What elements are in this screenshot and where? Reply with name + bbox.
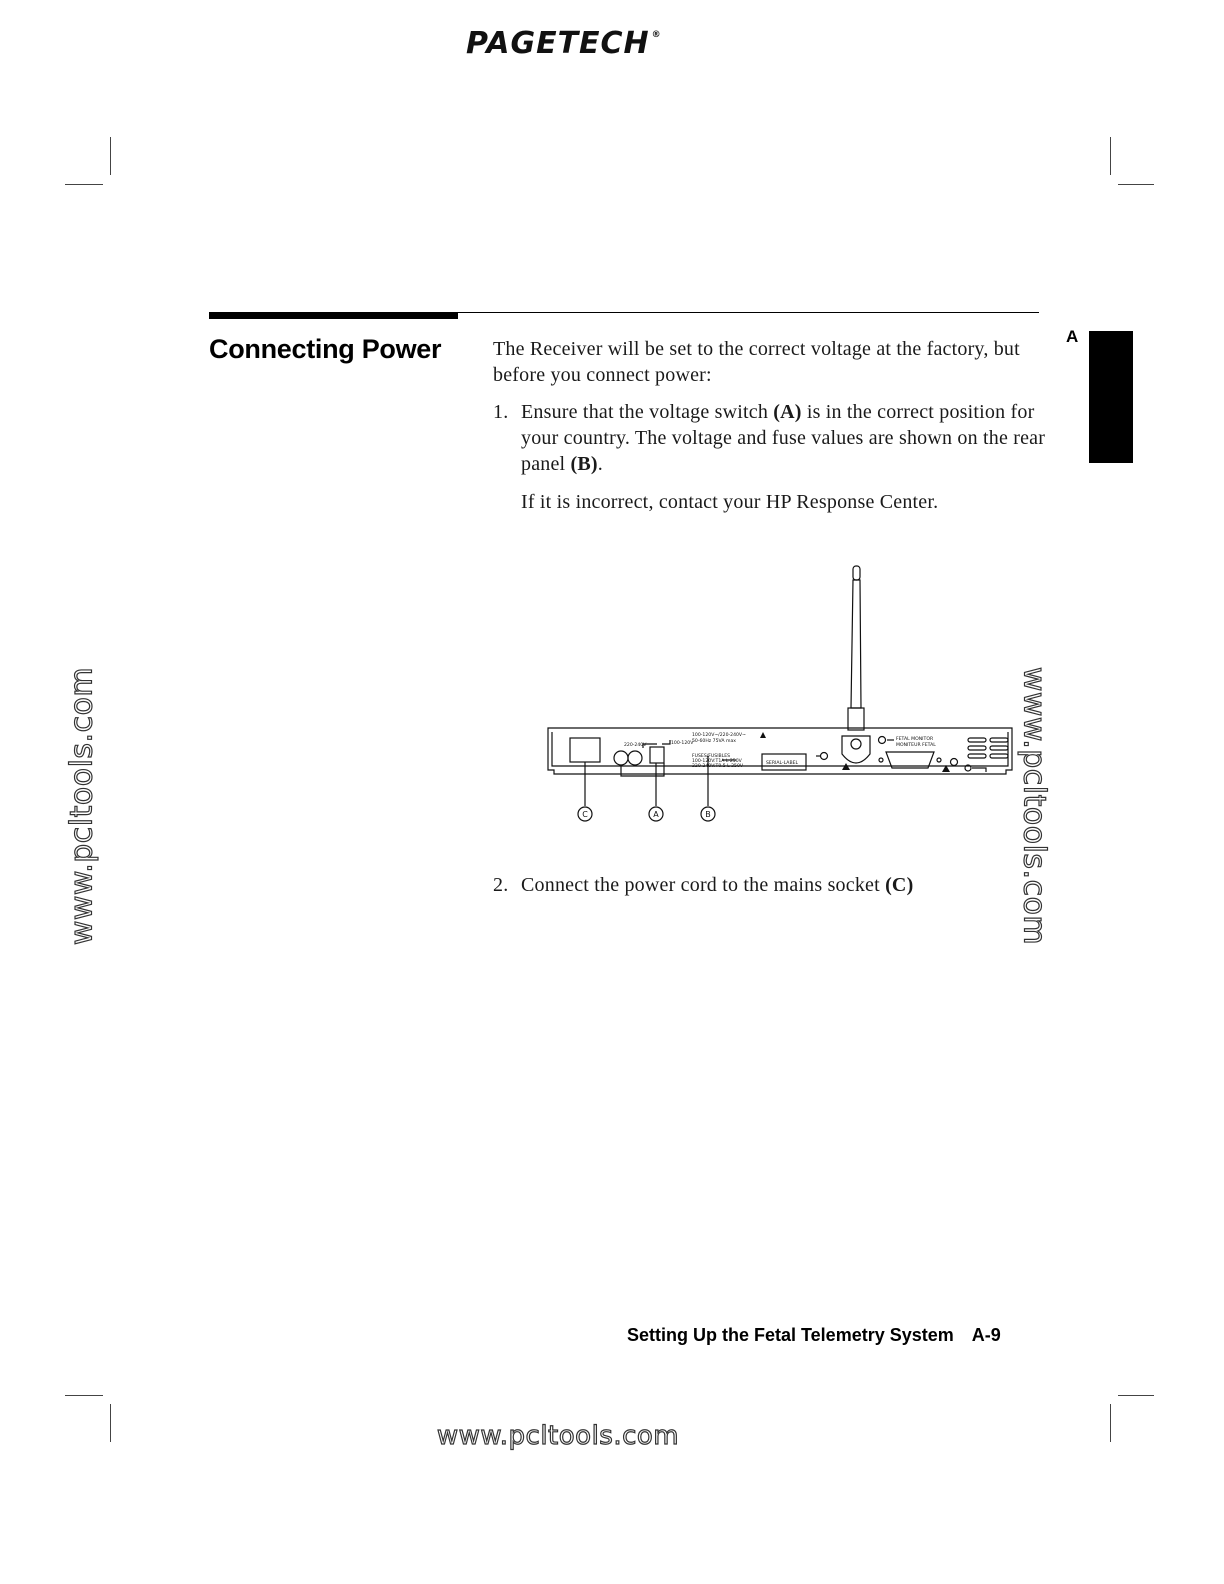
logo-text: PAGETECH — [466, 26, 650, 61]
section-rule-thin — [458, 312, 1039, 313]
crop-mark — [110, 137, 111, 175]
fuses-label: FUSES/FUSIBLES — [692, 754, 731, 759]
page-number: A-9 — [971, 1325, 1001, 1345]
arrow-up-icon — [760, 732, 766, 738]
watermark-left: www.pcltools.com — [64, 666, 100, 946]
crop-mark — [1110, 1404, 1111, 1442]
page-footer — [627, 1325, 1001, 1346]
note-paragraph: If it is incorrect, contact your HP Response Center. — [521, 491, 939, 513]
callout-c: C — [582, 810, 588, 819]
step-text: is in the correct position for your country. The voltage and fuse values are shown on the rear panel — [521, 401, 1046, 475]
step-text: Connect the power cord to the mains socket — [521, 874, 886, 896]
fuse-holder — [628, 751, 642, 765]
receiver-rear-panel-figure — [540, 560, 1020, 830]
crop-mark — [1118, 1395, 1154, 1396]
callout-a: A — [653, 810, 659, 819]
antenna — [851, 580, 861, 708]
chassis-outline — [548, 728, 1012, 774]
list-item-text — [521, 872, 1051, 898]
pagetech-logo — [466, 26, 662, 66]
crop-mark — [1118, 184, 1154, 185]
callout-b: B — [705, 810, 711, 819]
mains-socket — [570, 738, 600, 762]
fuse-rating: 220-240V:T0.5 L 250V — [692, 764, 744, 769]
serial-label: SERIAL-LABEL — [766, 761, 799, 766]
antenna-base — [848, 708, 864, 730]
crop-mark — [65, 184, 103, 185]
crop-mark — [65, 1395, 103, 1396]
registered-mark: ® — [651, 30, 662, 40]
rating-label: 50-60Hz 75VA max — [692, 739, 736, 744]
list-item-text — [521, 399, 1051, 477]
ref-c: (C) — [885, 874, 914, 896]
section-rule-thick — [209, 312, 458, 319]
section-title: Connecting Power — [209, 334, 442, 364]
crop-mark — [1110, 137, 1111, 175]
voltage-label-left: 220-240V — [624, 743, 647, 748]
step-text: Ensure that the voltage switch — [521, 401, 774, 423]
fuse-rating: 100-120V:T1A L 250V — [692, 759, 742, 764]
rating-label: 100-120V~/220-240V~ — [692, 733, 746, 738]
crop-mark — [110, 1404, 111, 1442]
watermark-bottom: www.pcltools.com — [436, 1421, 680, 1451]
voltage-label-right: 100-120V — [671, 741, 694, 746]
ref-a: (A) — [773, 401, 802, 423]
fuse-holder — [614, 751, 628, 765]
antenna-tip — [853, 566, 860, 580]
watermark-right: www.pcltools.com — [1016, 666, 1052, 946]
fetal-monitor-label-fr: MONITEUR FETAL — [896, 743, 936, 748]
ref-b: (B) — [570, 453, 598, 475]
step-text: . — [597, 453, 603, 475]
list-number: 2. — [493, 874, 509, 896]
list-number: 1. — [493, 401, 509, 423]
appendix-tab-letter: A — [1066, 327, 1079, 346]
appendix-thumb-tab — [1089, 331, 1133, 463]
voltage-switch — [650, 747, 664, 763]
intro-paragraph: The Receiver will be set to the correct voltage at the factory, but before you connect power: — [493, 338, 1020, 386]
footer-title: Setting Up the Fetal Telemetry System — [627, 1325, 954, 1345]
fetal-monitor-label: FETAL MONITOR — [896, 737, 934, 742]
